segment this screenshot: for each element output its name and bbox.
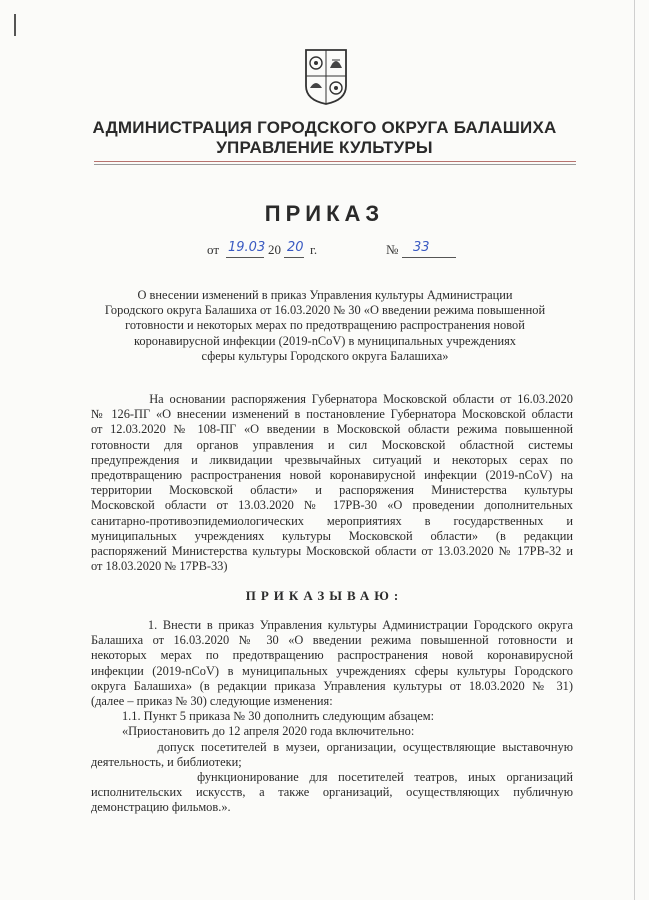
basis-line: муниципальных учреждениях культуры Московской области» (в редакции: [91, 528, 573, 543]
year-underline: [284, 257, 304, 258]
item-line: 1.1. Пункт 5 приказа № 30 дополнить следующим абзацем:: [91, 709, 435, 724]
basis-line: На основании распоряжения Губернатора Московской области от 16.03.2020: [91, 392, 573, 406]
basis-line: распоряжений Министерства культуры Московской области от 13.03.2020 № 17РВ-32 и: [91, 543, 573, 558]
item-line: демонстрацию фильмов.».: [91, 800, 231, 815]
item-line: 1. Внести в приказ Управления культуры Администрации Городского округа: [91, 618, 573, 632]
coat-of-arms-icon: [304, 48, 348, 106]
basis-line: санитарно-противоэпидемиологических мероприятиях в государственных и: [91, 513, 573, 528]
order-heading: ПРИКАЗЫВАЮ:: [245, 588, 404, 603]
basis-line: предупреждения и ликвидации чрезвычайных ситуаций и некоторых серах по: [91, 452, 573, 467]
item-line: «Приостановить до 12 апреля 2020 года включительно:: [91, 724, 415, 739]
order-subject: [100, 288, 550, 364]
basis-line: территории Московской области» и распоряжения Министерства культуры: [91, 483, 573, 498]
organization-name: АДМИНИСТРАЦИЯ ГОРОДСКОГО ОКРУГА БАЛАШИХА: [92, 118, 557, 137]
number-handwritten: 33: [413, 240, 430, 255]
item-line: Балашиха от 16.03.2020 № 30 «О введении режима повышенной готовности и: [91, 633, 573, 648]
basis-line: готовности для органов управления и сил Московской областной системы: [91, 437, 573, 452]
item-line: деятельность, и библиотеки;: [91, 754, 242, 769]
basis-line: № 126-ПГ «О внесении изменений в постановление Губернатора Московской области: [91, 407, 573, 422]
item-line: округа Балашиха» (в редакции приказа Управления культуры от 18.03.2020 № 31): [91, 678, 573, 693]
basis-line: от 12.03.2020 № 108-ПГ «О введении в Московской области режима повышенной: [91, 422, 573, 437]
item-line: допуск посетителей в музеи, организации, осуществляющие выставочную: [91, 739, 573, 754]
basis-paragraph: [91, 392, 573, 574]
date-underline: [226, 257, 264, 258]
subject-line: О внесении изменений в приказ Управления культуры Администрации: [137, 288, 513, 302]
document-title: ПРИКАЗ: [264, 201, 385, 226]
scan-artifact: [14, 14, 16, 36]
subject-line: готовности и некоторых мерах по предотвращению распространения новой: [125, 318, 525, 333]
basis-line: от 18.03.2020 № 17РВ-33): [91, 559, 228, 574]
header-rule-gray: [94, 164, 576, 165]
subject-line: Городского округа Балашиха от 16.03.2020 № 30 «О введении режима повышенной: [104, 303, 546, 318]
year-unit: г.: [310, 242, 318, 257]
date-handwritten: 19.03: [228, 240, 266, 255]
basis-line: Московской области от 13.03.2020 № 17РВ-30 «О проведении дополнительных: [91, 498, 573, 513]
header-rule-red: [94, 161, 576, 162]
subject-line: сферы культуры Городского округа Балашиха»: [201, 348, 449, 363]
order-items: [91, 618, 573, 815]
year-handwritten: 20: [287, 240, 304, 255]
item-line: исполнительских искусств, а также организаций, осуществляющих публичную: [91, 785, 573, 800]
item-line: (далее – приказ № 30) следующие изменения:: [91, 693, 333, 708]
basis-line: предотвращению распространения новой коронавирусной инфекции (2019-nCoV) на: [91, 467, 573, 482]
number-label: №: [386, 242, 399, 257]
year-prefix: 20: [268, 242, 281, 257]
date-from-label: от: [207, 242, 220, 257]
department-name: УПРАВЛЕНИЕ КУЛЬТУРЫ: [216, 138, 433, 157]
subject-line: коронавирусной инфекции (2019-nCoV) в муниципальных учреждениях: [133, 333, 516, 348]
item-line: инфекции (2019-nCoV) в муниципальных учреждениях сферы культуры Городского: [91, 663, 573, 678]
item-line: функционирование для посетителей театров, иных организаций: [91, 769, 573, 784]
item-line: некоторых мерах по предотвращению распространения новой коронавирусной: [91, 648, 573, 663]
number-underline: [402, 257, 456, 258]
date-number-line: [0, 240, 649, 262]
